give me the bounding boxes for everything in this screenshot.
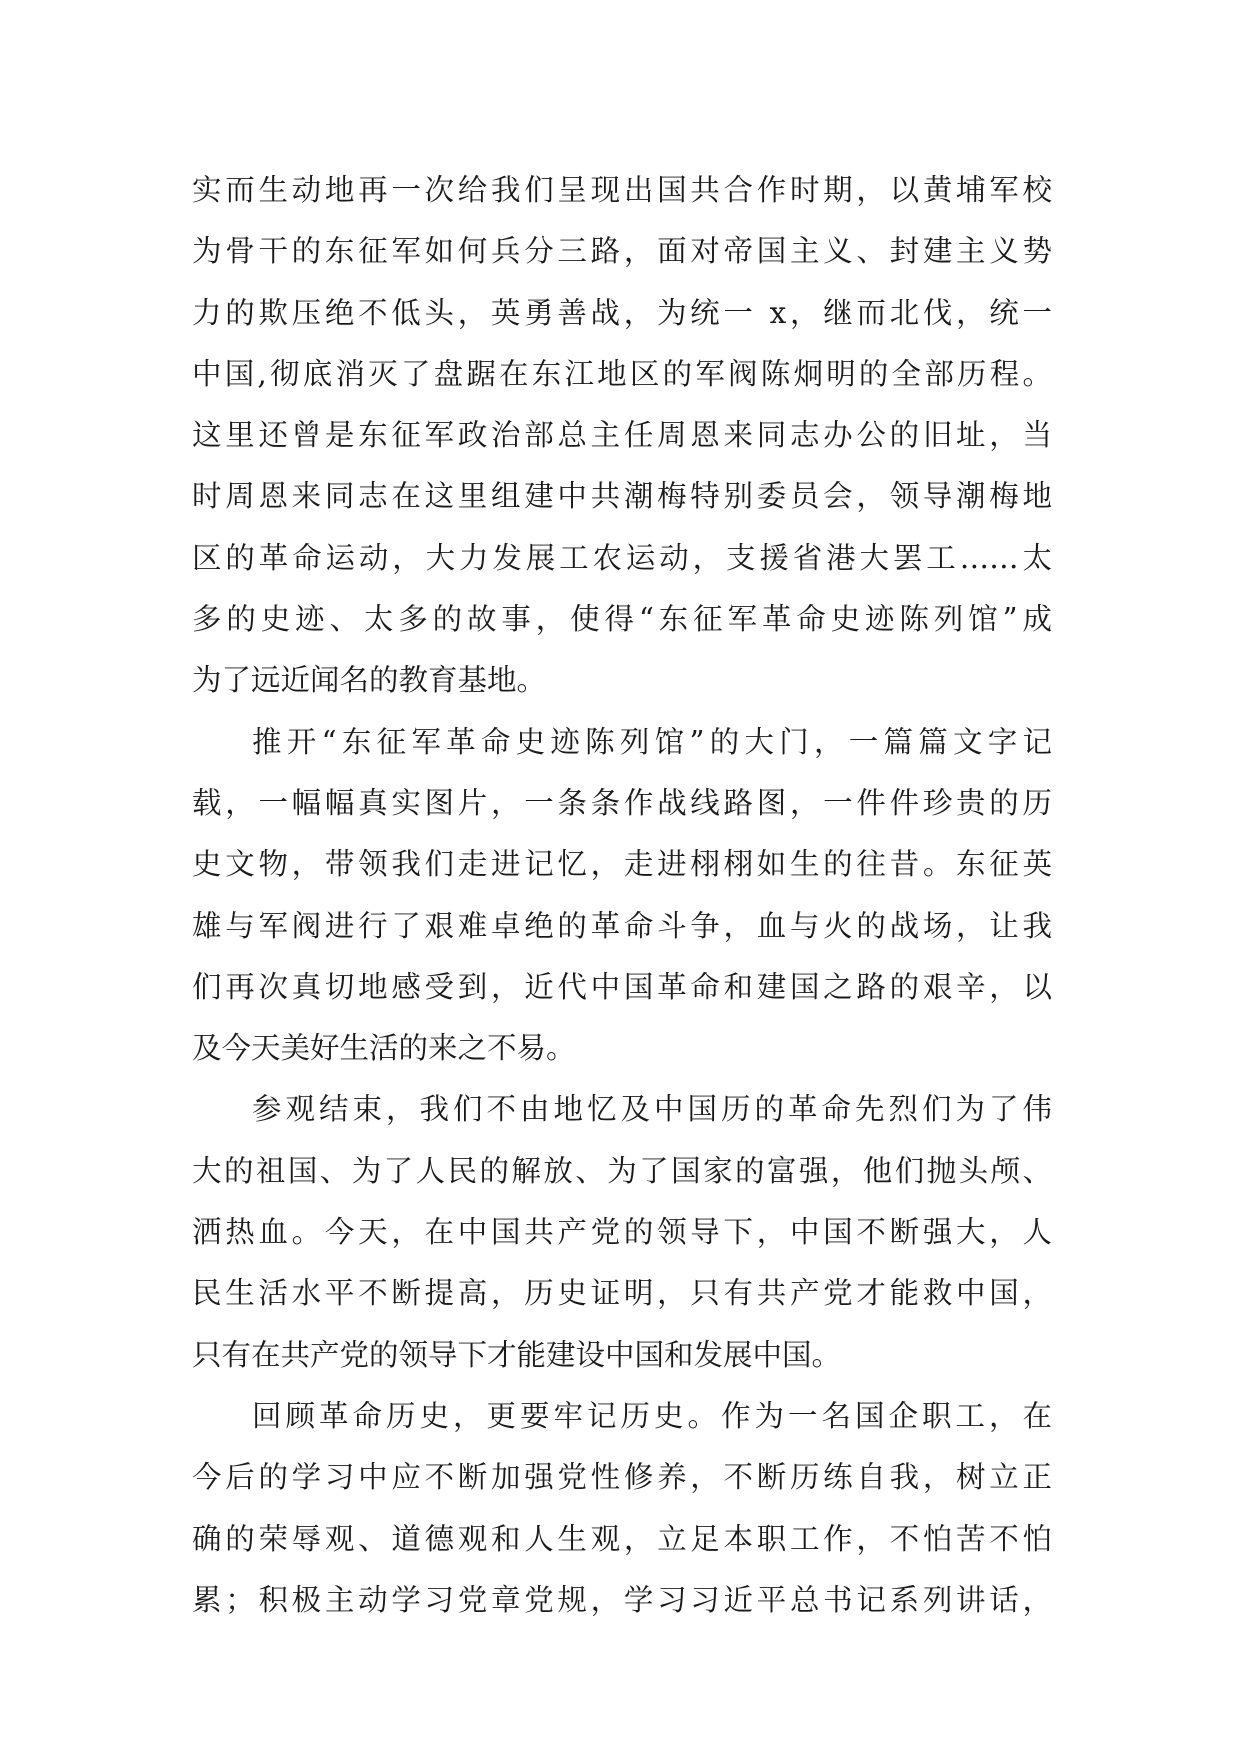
text-line: 力的欺压绝不低头，英勇善战，为统一 x，继而北伐，统一 (192, 295, 1052, 330)
paragraph-4 (192, 1386, 1052, 1631)
text-line: 为骨干的东征军如何兵分三路，面对帝国主义、封建主义势 (192, 234, 1052, 269)
text-line: 回顾革命历史，更要牢记历史。作为一名国企职工，在 (252, 1398, 1052, 1433)
text-line: 史文物，带领我们走进记忆，走进栩栩如生的往昔。东征英 (192, 847, 1052, 882)
text-line: 雄与军阀进行了艰难卓绝的革命斗争，血与火的战场，让我 (192, 908, 1052, 943)
text-line: 载，一幅幅真实图片，一条条作战线路图，一件件珍贵的历 (192, 785, 1052, 820)
paragraph-3 (192, 1079, 1052, 1385)
text-line: 们再次真切地感受到，近代中国革命和建国之路的艰辛，以 (192, 969, 1052, 1004)
paragraph-2 (192, 712, 1052, 1080)
text-line: 多的史迹、太多的故事，使得“东征军革命史迹陈列馆”成 (192, 602, 1052, 637)
text-line: 今后的学习中应不断加强党性修养，不断历练自我，树立正 (192, 1460, 1052, 1495)
text-line: 洒热血。今天，在中国共产党的领导下，中国不断强大，人 (192, 1215, 1052, 1250)
document-body (192, 160, 1052, 1631)
text-line: 确的荣辱观、道德观和人生观，立足本职工作，不怕苦不怕 (192, 1521, 1052, 1556)
text-line: 民生活水平不断提高，历史证明，只有共产党才能救中国， (192, 1276, 1052, 1311)
text-line: 中国,彻底消灭了盘踞在东江地区的军阀陈炯明的全部历程。 (192, 356, 1052, 391)
text-line: 只有在共产党的领导下才能建设中国和发展中国。 (192, 1337, 842, 1372)
text-line: 时周恩来同志在这里组建中共潮梅特别委员会，领导潮梅地 (192, 479, 1052, 514)
text-line: 区的革命运动，大力发展工农运动，支援省港大罢工……太 (192, 540, 1052, 575)
text-line: 这里还曾是东征军政治部总主任周恩来同志办公的旧址，当 (192, 418, 1052, 453)
text-line: 实而生动地再一次给我们呈现出国共合作时期，以黄埔军校 (192, 173, 1052, 207)
text-line: 为了远近闻名的教育基地。 (192, 663, 547, 698)
text-line: 推开“东征军革命史迹陈列馆”的大门，一篇篇文字记 (252, 724, 1052, 759)
paragraph-1 (192, 160, 1052, 712)
text-line: 及今天美好生活的来之不易。 (192, 1031, 576, 1066)
text-line: 大的祖国、为了人民的解放、为了国家的富强，他们抛头颅、 (192, 1153, 1052, 1188)
text-line: 参观结束，我们不由地忆及中国历的革命先烈们为了伟 (252, 1092, 1052, 1127)
text-line: 累；积极主动学习党章党规，学习习近平总书记系列讲话， (192, 1582, 1052, 1617)
